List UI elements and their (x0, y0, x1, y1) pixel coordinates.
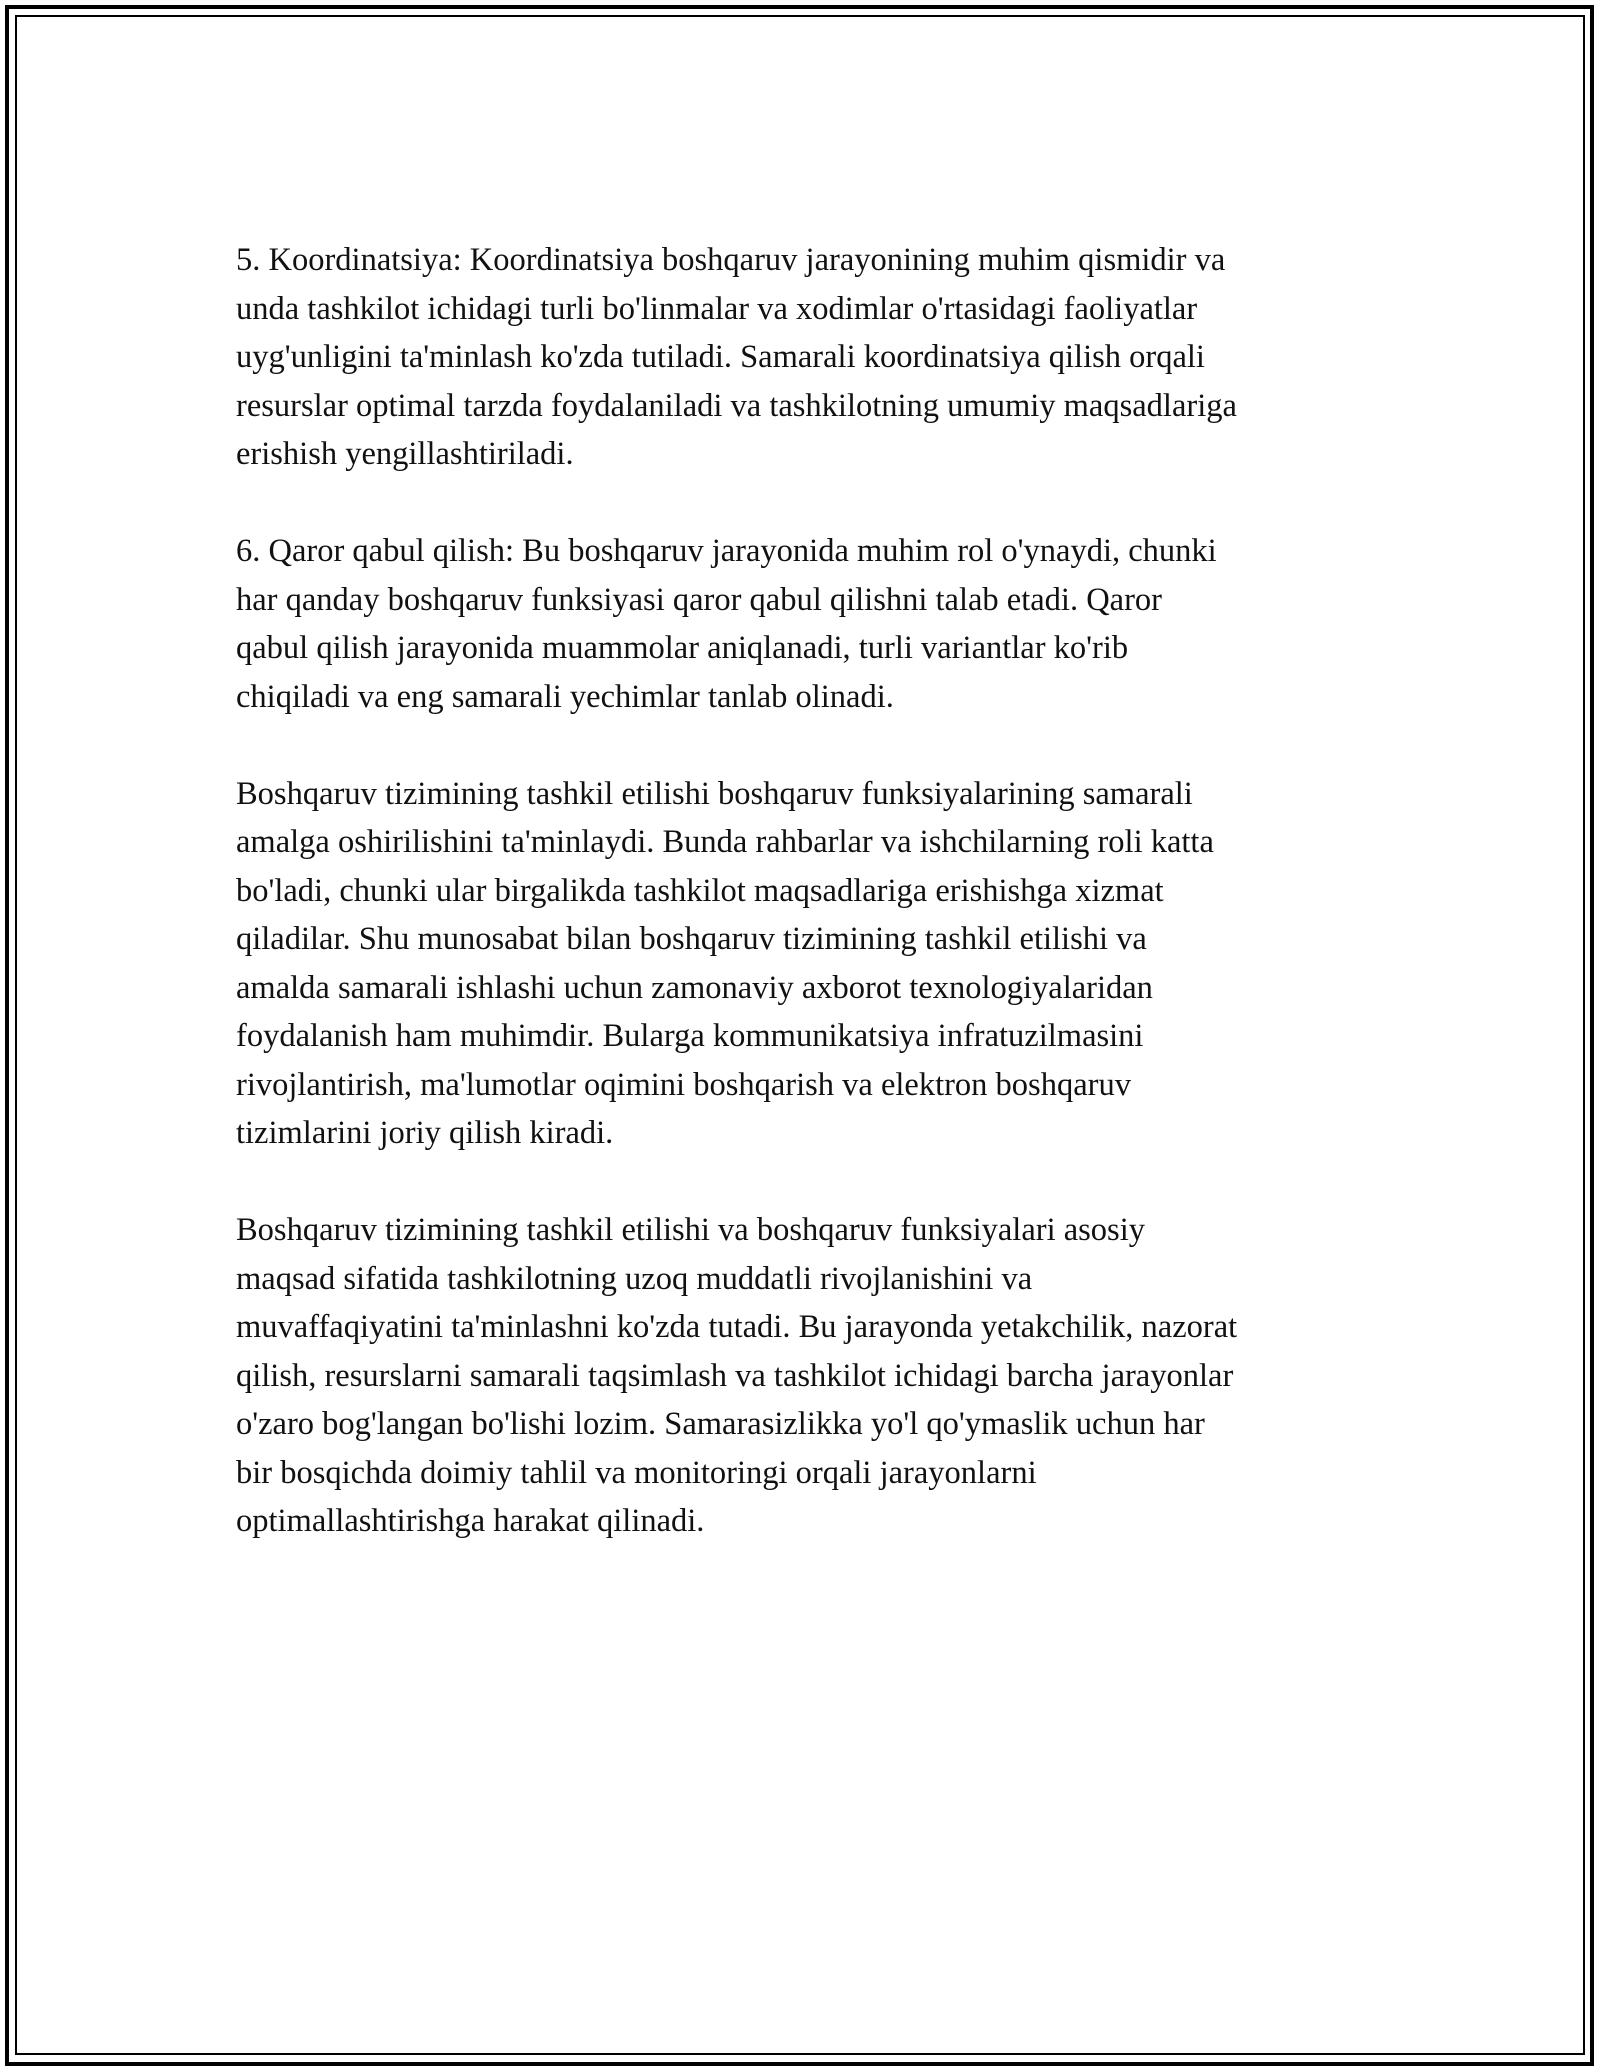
paragraph-decision-making: 6. Qaror qabul qilish: Bu boshqaruv jarayonida muhim rol o'ynaydi, chunki har qanday boshqaruv funksiyasi qaror qabul qilishni talab etadi. Qaror qabul qilish jarayonida muammolar aniqlanadi, turli variantlar ko'rib chiqiladi va eng samarali yechimlar tanlab olinadi. (236, 533, 1217, 715)
paragraph-coordination: 5. Koordinatsiya: Koordinatsiya boshqaruv jarayonining muhim qismidir va unda tashkilot ichidagi turli bo'linmalar va xodimlar o'rtasidagi faoliyatlar uyg'unligini ta'minlash ko'zda tutiladi. Samarali koordinatsiya qilish orqali resurslar optimal tarzda foydalaniladi va tashkilotning umumiy maqsadlariga erishish yengillashtiriladi. (236, 242, 1237, 472)
paragraph-management-system-organization: Boshqaruv tizimining tashkil etilishi boshqaruv funksiyalarining samarali amalga oshirilishini ta'minlaydi. Bunda rahbarlar va ishchilarning roli katta bo'ladi, chunki ular birgalikda tashkilot maqsadlariga erishishga xizmat qiladilar. Shu munosabat bilan boshqaruv tizimining tashkil etilishi va amalda samarali ishlashi uchun zamonaviy axborot texnologiyalaridan foydalanish ham muhimdir. Bularga kommunikatsiya infratuzilmasini rivojlantirish, ma'lumotlar oqimini boshqarish va elektron boshqaruv tizimlarini joriy qilish kiradi. (236, 775, 1214, 1151)
paragraph-management-goals: Boshqaruv tizimining tashkil etilishi va boshqaruv funksiyalari asosiy maqsad sifatida tashkilotning uzoq muddatli rivojlanishini va muvaffaqiyatini ta'minlashni ko'zda tutadi. Bu jarayonda yetakchilik, nazorat qilish, resurslarni samarali taqsimlash va tashkilot ichidagi barcha jarayonlar o'zaro bog'langan bo'lishi lozim. Samarasizlikka yo'l qo'ymaslik uchun har bir bosqichda doimiy tahlil va monitoringi orqali jarayonlarni optimallashtirishga harakat qilinadi. (236, 1212, 1238, 1539)
document-body (236, 236, 1376, 1594)
